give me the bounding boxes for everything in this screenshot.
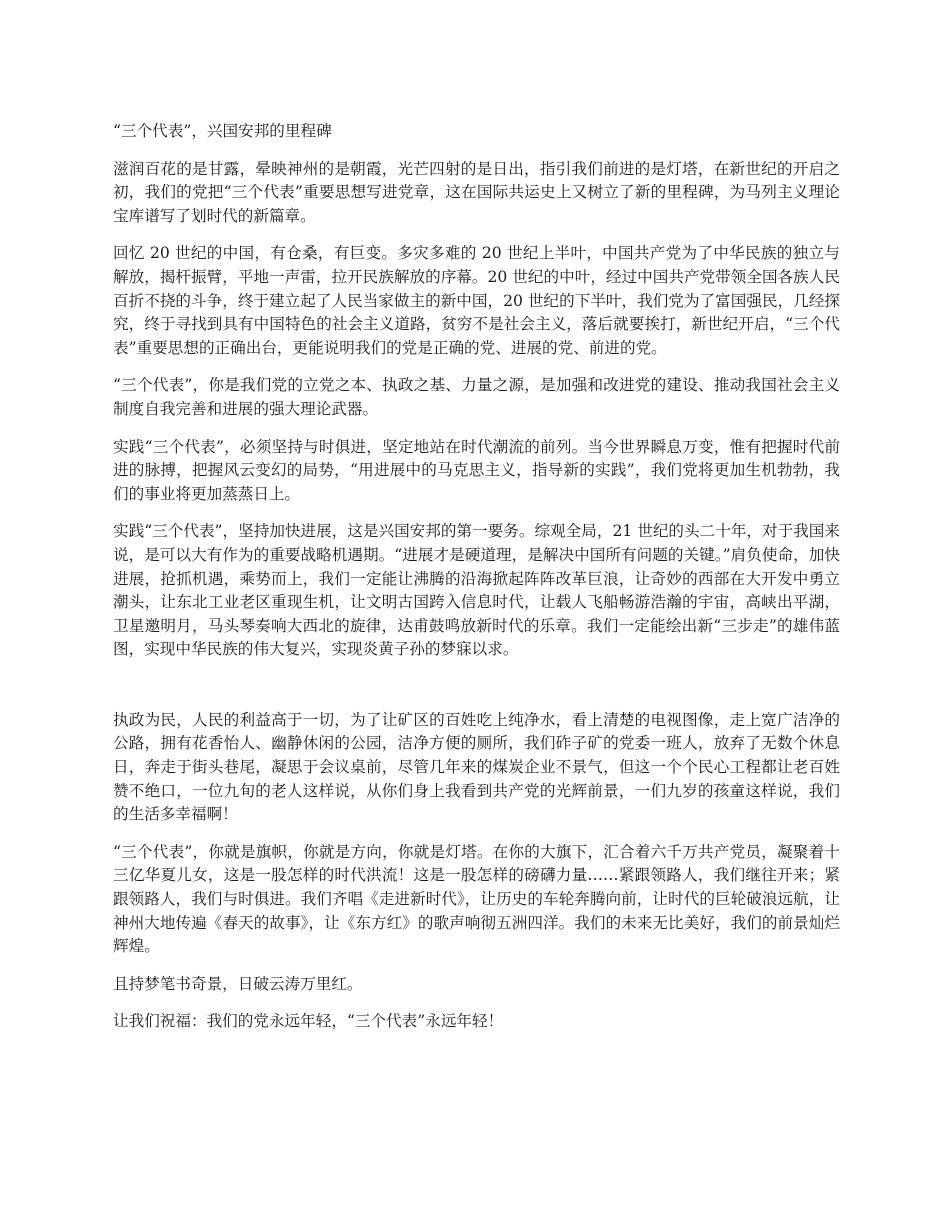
paragraph-9: 让我们祝福：我们的党永远年轻，“三个代表”永远年轻！ <box>113 1012 504 1031</box>
paragraph-3: “三个代表”，你是我们党的立党之本、执政之基、力量之源，是加强和改进党的建设、推动我国社会主义制度自我完善和进展的强大理论武器。 <box>113 376 840 418</box>
paragraph-6: 执政为民，人民的利益高于一切，为了让矿区的百姓吃上纯净水，看上清楚的电视图像，走上宽广洁净的公路，拥有花香怡人、幽静休闲的公园，洁净方便的厕所，我们砟子矿的党委一班人，放弃了无数个休息日，奔走于街头巷尾，凝思于会议桌前，尽管几年来的煤炭企业不景气，但这一个个民心工程都让老百姓赞不绝口，一位九旬的老人这样说，从你们身上我看到共产党的光辉前景，一们九岁的孩童这样说，我们的生活多幸福啊！ <box>113 710 840 824</box>
paragraph-1: 滋润百花的是甘露，晕映神州的是朝霞，光芒四射的是日出，指引我们前进的是灯塔，在新世纪的开启之初，我们的党把“三个代表”重要思想写进党章，这在国际共运史上又树立了新的里程碑，为马列主义理论宝库谱写了划时代的新篇章。 <box>113 159 840 225</box>
paragraph-7: “三个代表”，你就是旗帜，你就是方向，你就是灯塔。在你的大旗下，汇合着六千万共产党员，凝聚着十三亿华夏儿女，这是一股怎样的时代洪流！这是一股怎样的磅礴力量……紧跟领路人，我们继往开来；紧跟领路人，我们与时俱进。我们齐唱《走进新时代》，让历史的车轮奔腾向前，让时代的巨轮破浪远航，让神州大地传遍《春天的故事》，让《东方红》的歌声响彻五洲四洋。我们的未来无比美好，我们的前景灿烂辉煌。 <box>113 842 840 956</box>
paragraph-8: 且持梦笔书奇景，日破云涛万里红。 <box>113 974 363 993</box>
paragraph-2: 回忆 20 世纪的中国，有仓桑，有巨变。多灾多难的 20 世纪上半叶，中国共产党为了中华民族的独立与解放，揭杆振臂，平地一声雷，拉开民族解放的序幕。20 世纪的中叶，经过中国共产党带领全国各族人民百折不挠的斗争，终于建立起了人民当家做主的新中国，20 世纪的下半叶，我们党为了富国强民，几经探究，终于寻找到具有中国特色的社会主义道路，贫穷不是社会主义，落后就要挨打，新世纪开启，“三个代表”重要思想的正确出台，更能说明我们的党是正确的党、进展的党、前进的党。 <box>113 244 840 357</box>
document-body <box>113 120 840 1048</box>
section-gap <box>113 676 840 709</box>
document-title: “三个代表”，兴国安邦的里程碑 <box>113 122 332 140</box>
paragraph-4: 实践“三个代表”，必须坚持与时俱进，坚定地站在时代潮流的前列。当今世界瞬息万变，惟有把握时代前进的脉搏，把握风云变幻的局势，“用进展中的马克思主义，指导新的实践”，我们党将更加生机勃勃，我们的事业将更加蒸蒸日上。 <box>113 437 840 503</box>
paragraph-5: 实践“三个代表”，坚持加快进展，这是兴国安邦的第一要务。综观全局，21 世纪的头二十年，对于我国来说，是可以大有作为的重要战略机遇期。“进展才是硬道理，是解决中国所有问题的关键。”肩负使命，加快进展，抢抓机遇，乘势而上，我们一定能让沸腾的沿海掀起阵阵改革巨浪，让奇妙的西部在大开发中勇立潮头，让东北工业老区重现生机，让文明古国跨入信息时代，让载人飞船畅游浩瀚的宇宙，高峡出平湖，卫星邀明月，马头琴奏响大西北的旋律，达甫鼓鸣放新时代的乐章。我们一定能绘出新“三步走”的雄伟蓝图，实现中华民族的伟大复兴，实现炎黄子孙的梦寐以求。 <box>113 522 840 659</box>
